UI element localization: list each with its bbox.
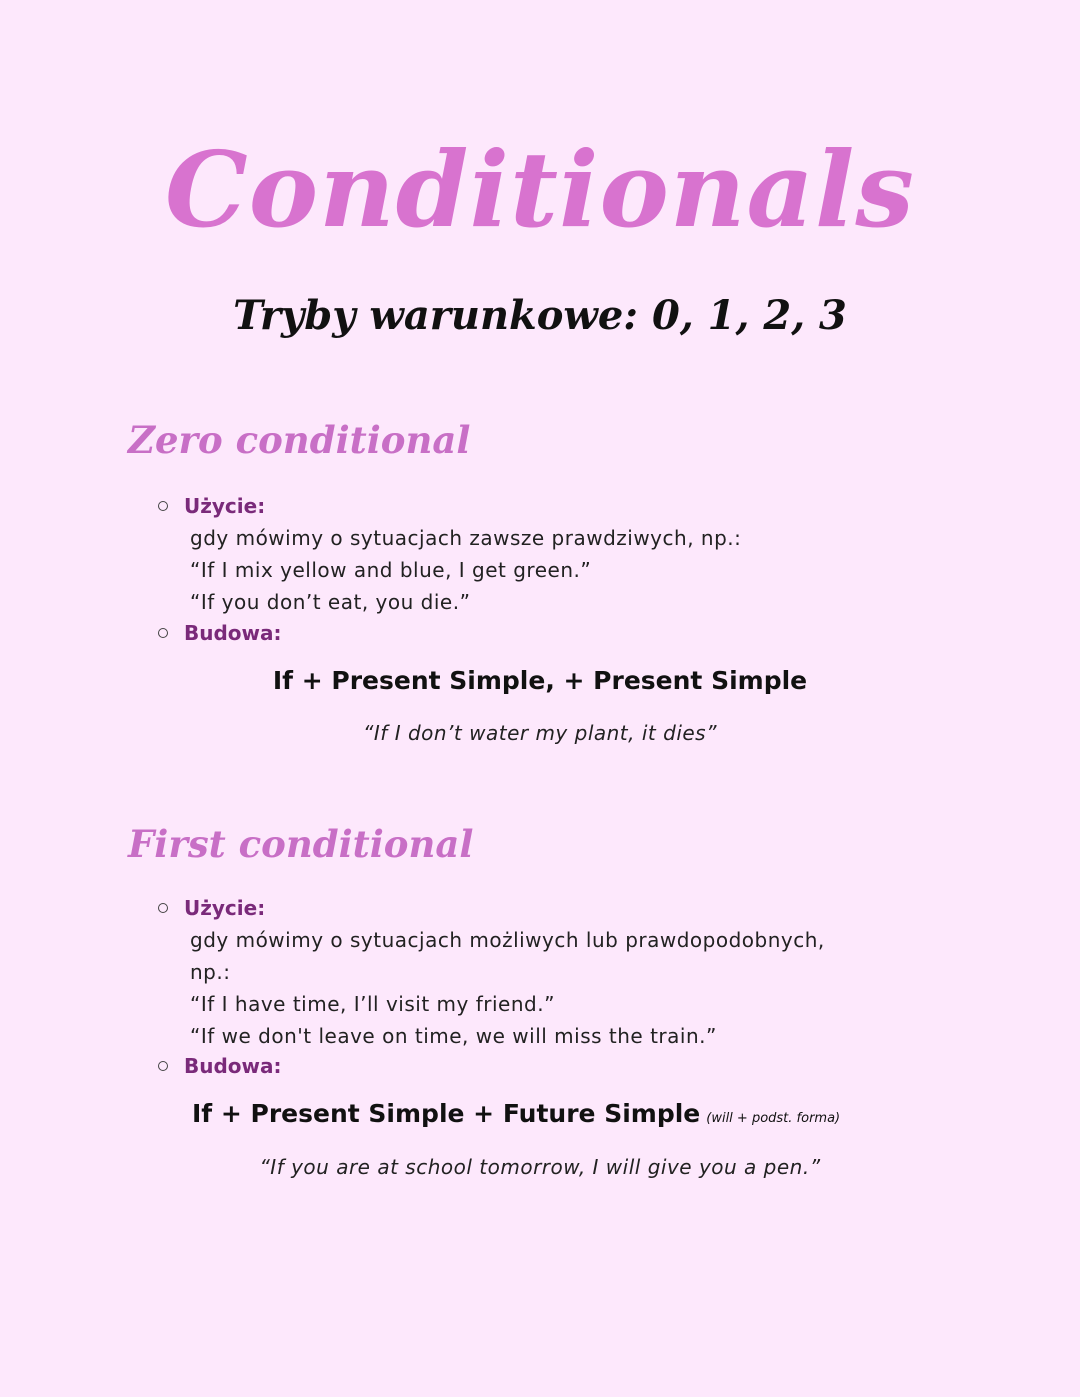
formula-zero: If + Present Simple, + Present Simple bbox=[272, 666, 808, 695]
bullet-circle-icon bbox=[158, 628, 168, 638]
usage-line: np.: bbox=[190, 960, 231, 984]
bullet-usage-zero bbox=[158, 490, 265, 522]
page-subtitle: Tryby warunkowe: 0, 1, 2, 3 bbox=[233, 292, 847, 339]
usage-line: gdy mówimy o sytuacjach zawsze prawdziwych, np.: bbox=[190, 526, 742, 550]
bullet-circle-icon bbox=[158, 903, 168, 913]
section-heading-zero: Zero conditional bbox=[128, 418, 471, 462]
usage-line: “If you don’t eat, you die.” bbox=[190, 590, 471, 614]
bullet-circle-icon bbox=[158, 501, 168, 511]
usage-label: Użycie: bbox=[184, 896, 266, 920]
formula-first bbox=[192, 1099, 840, 1129]
example-zero: “If I don’t water my plant, it dies” bbox=[363, 721, 717, 745]
structure-label: Budowa: bbox=[184, 1054, 282, 1078]
structure-label: Budowa: bbox=[184, 621, 282, 645]
bullet-structure-first bbox=[158, 1050, 282, 1082]
bullet-usage-first bbox=[158, 892, 265, 924]
usage-text-zero bbox=[190, 522, 950, 618]
usage-line: “If I mix yellow and blue, I get green.” bbox=[190, 558, 592, 582]
usage-line: “If we don't leave on time, we will miss the train.” bbox=[190, 1024, 717, 1048]
usage-text-first bbox=[190, 924, 950, 1052]
section-heading-first: First conditional bbox=[128, 822, 474, 866]
bullet-circle-icon bbox=[158, 1061, 168, 1071]
usage-line: “If I have time, I’ll visit my friend.” bbox=[190, 992, 555, 1016]
usage-label: Użycie: bbox=[184, 494, 266, 518]
page-title: Conditionals bbox=[165, 128, 915, 251]
bullet-structure-zero bbox=[158, 617, 282, 649]
usage-line: gdy mówimy o sytuacjach możliwych lub prawdopodobnych, bbox=[190, 928, 825, 952]
formula-text: If + Present Simple + Future Simple bbox=[192, 1099, 701, 1128]
example-first: “If you are at school tomorrow, I will give you a pen.” bbox=[259, 1155, 821, 1179]
formula-note: (will + podst. forma) bbox=[706, 1111, 841, 1126]
